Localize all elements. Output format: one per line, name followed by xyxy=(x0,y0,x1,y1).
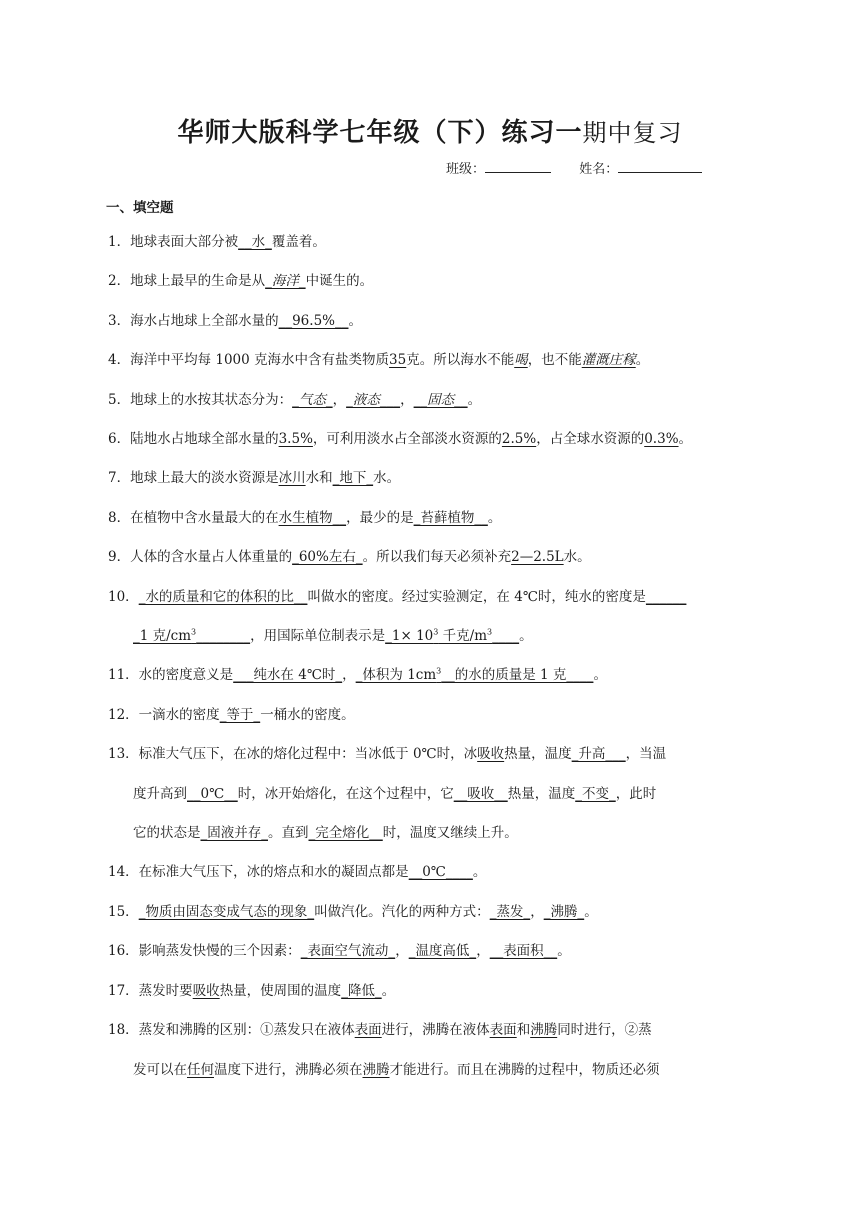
q16-sep-2: ， xyxy=(476,943,490,959)
q18-text-3: 和 xyxy=(516,1022,531,1038)
q10-answer-3-tail: ____ xyxy=(492,628,520,644)
q18-answer-1: 表面 xyxy=(354,1022,382,1038)
q10-answer-1: _水的质量和它的体积的比__ xyxy=(138,589,308,605)
q11-text-end: 。 xyxy=(593,667,607,683)
q16-sep-1: ， xyxy=(395,943,409,959)
q13-answer-2: _升高___ xyxy=(571,746,626,762)
q6-text-2: ，可利用淡水占全部淡水资源的 xyxy=(312,431,502,447)
q15-answer-2: _蒸发_ xyxy=(489,904,531,920)
title-main: 华师大版科学七年级（下）练习一 xyxy=(177,118,583,148)
q13-answer-5: _不变_ xyxy=(575,786,616,802)
q18-text-4: 同时进行，②蒸 xyxy=(557,1022,652,1038)
q3-answer: __96.5%__ xyxy=(278,313,349,329)
q4-answer-1: 35 xyxy=(389,352,407,368)
q13-text-5: 时，冰开始熔化，在这个过程中，它 xyxy=(237,786,454,802)
q18-answer-4: 任何 xyxy=(187,1062,214,1078)
q15-answer-3: _沸腾_ xyxy=(543,904,585,920)
q18-answer-5: 沸腾 xyxy=(362,1062,390,1078)
q15-text-end: 。 xyxy=(584,904,598,920)
q11-answer-2-sup: 3 xyxy=(436,666,442,676)
q18-answer-3: 沸腾 xyxy=(530,1022,558,1038)
q18-text-6: 温度下进行，沸腾必须在 xyxy=(214,1062,363,1078)
q15-answer-1: _物质由固态变成气态的现象_ xyxy=(138,904,315,920)
q8-text: 8．在植物中含水量最大的在 xyxy=(108,510,279,526)
q7-text-end: 水。 xyxy=(373,470,401,486)
q3-text-end: 。 xyxy=(348,313,362,329)
q16-text-end: 。 xyxy=(557,943,571,959)
q9-answer-1: _60%左右_ xyxy=(292,549,363,565)
question-18-cont xyxy=(133,1060,660,1080)
q10-text-3: ，用国际单位制表示是 xyxy=(250,628,386,644)
q9-text-2: 。所以我们每天必须补充 xyxy=(362,549,512,565)
question-2 xyxy=(108,271,373,291)
q15-text-2: 叫做汽化。汽化的两种方式： xyxy=(314,904,490,920)
q10-answer-2-text: _1 克/cm xyxy=(133,628,192,644)
q18-answer-2: 表面 xyxy=(489,1022,517,1038)
q5-answer-2: _液态___ xyxy=(346,392,401,408)
q15-sep: ， xyxy=(530,904,544,920)
title-sub: 期中复习 xyxy=(582,119,683,147)
question-6 xyxy=(108,429,692,449)
q6-text: 6．陆地水占地球全部水量的 xyxy=(108,431,279,447)
q13-text-6: 热量，温度 xyxy=(507,786,576,802)
q16-answer-1: _表面空气流动_ xyxy=(300,943,396,959)
q6-text-3: ，占全球水资源的 xyxy=(536,431,645,447)
name-label: 姓名： xyxy=(579,162,619,177)
q10-text-end: 。 xyxy=(519,628,533,644)
q5-sep-2: ， xyxy=(400,392,414,408)
q17-text: 17．蒸发时要 xyxy=(108,983,193,999)
q5-text: 5．地球上的水按其状态分为： xyxy=(108,392,293,408)
q2-text: 2．地球上最早的生命是从 xyxy=(108,273,266,289)
name-field[interactable] xyxy=(618,158,702,173)
q17-text-2: 热量，使周围的温度 xyxy=(219,983,342,999)
q10-number: 10． xyxy=(108,589,139,605)
question-1 xyxy=(108,232,326,252)
q2-text-end: 中诞生的。 xyxy=(305,273,374,289)
q17-answer-1: 吸收 xyxy=(192,983,220,999)
class-label: 班级： xyxy=(446,162,486,177)
q10-answer-3-text: _1× 10 xyxy=(385,628,434,644)
question-10 xyxy=(108,587,686,607)
q13-answer-7: _完全熔化__ xyxy=(308,825,383,841)
q5-answer-1: _气态_ xyxy=(292,392,333,408)
q13-text-9: 。直到 xyxy=(268,825,309,841)
q10-answer-2-sup: 3 xyxy=(191,627,197,637)
q15-number: 15． xyxy=(108,904,139,920)
q10-blank: ______ xyxy=(645,589,687,605)
q18-text-2: 进行，沸腾在液体 xyxy=(381,1022,490,1038)
q11-text: 11．水的密度意义是 xyxy=(108,667,234,683)
question-13-cont-2 xyxy=(133,823,518,843)
q9-text: 9．人体的含水量占人体重量的 xyxy=(108,549,293,565)
question-3 xyxy=(108,311,362,331)
q18-text-5: 发可以在 xyxy=(133,1062,187,1078)
page-title xyxy=(0,112,860,149)
q4-text-3: ，也不能 xyxy=(527,352,582,368)
q10-answer-2-tail: ________ xyxy=(196,628,251,644)
q12-text-end: 一桶水的密度。 xyxy=(260,707,355,723)
class-field[interactable] xyxy=(485,158,551,173)
q7-answer-1: 冰川 xyxy=(278,470,306,486)
question-13-cont-1 xyxy=(133,784,656,804)
q11-answer-2-tail: __的水的质量是 1 克____ xyxy=(441,667,594,683)
q13-text-3: ，当温 xyxy=(625,746,667,762)
section-heading: 一、填空题 xyxy=(106,200,174,216)
q6-answer-1: 3.5% xyxy=(278,431,313,447)
q4-answer-2: 喝 xyxy=(514,352,528,368)
question-16 xyxy=(108,941,571,961)
q7-answer-2: _地下_ xyxy=(332,470,374,486)
q8-text-2: ，最少的是 xyxy=(346,510,414,526)
q8-answer-1: 水生植物__ xyxy=(278,510,347,526)
q13-text-end: 时，温度又继续上升。 xyxy=(382,825,518,841)
q13-answer-1: 吸收 xyxy=(477,746,505,762)
q11-answer-2 xyxy=(356,667,594,683)
question-9 xyxy=(108,547,591,567)
q18-text: 18．蒸发和沸腾的区别：①蒸发只在液体 xyxy=(108,1022,355,1038)
question-4 xyxy=(108,350,649,370)
q6-text-end: 。 xyxy=(678,431,693,447)
q7-text-2: 水和 xyxy=(305,470,333,486)
q16-answer-2: _温度高低_ xyxy=(408,943,477,959)
q1-text-end: 覆盖着。 xyxy=(271,234,326,250)
q5-sep-1: ， xyxy=(332,392,347,408)
q13-answer-4: __吸收__ xyxy=(453,786,508,802)
q4-answer-3: 灌溉庄稼 xyxy=(581,352,636,368)
q9-answer-2: 2—2.5L xyxy=(511,549,564,565)
question-8 xyxy=(108,508,501,528)
q10-answer-3-sup2: 3 xyxy=(487,627,493,637)
q4-text: 4．海洋中平均每 1000 克海水中含有盐类物质 xyxy=(108,352,390,368)
q13-text-7: ，此时 xyxy=(615,786,657,802)
question-14 xyxy=(108,862,486,882)
q1-text: 1．地球表面大部分被 xyxy=(108,234,239,250)
q11-answer-2-text: _体积为 1cm xyxy=(355,667,437,683)
question-10-cont xyxy=(133,626,533,646)
q14-text-end: 。 xyxy=(472,864,487,880)
question-5 xyxy=(108,390,481,410)
q18-text-7: 才能进行。而且在沸腾的过程中，物质还必须 xyxy=(389,1062,660,1078)
q8-text-end: 。 xyxy=(487,510,502,526)
q1-answer: __水_ xyxy=(238,234,272,250)
q9-text-end: 水。 xyxy=(563,549,591,565)
q13-text: 13．标准大气压下，在冰的熔化过程中：当冰低于 0℃时，冰 xyxy=(108,746,478,762)
q10-answer-3-unit: 千克/m xyxy=(438,628,488,644)
question-7 xyxy=(108,468,400,488)
q17-text-end: 。 xyxy=(381,983,396,999)
q10-answer-3 xyxy=(385,628,519,644)
q12-text: 12．一滴水的密度 xyxy=(108,707,220,723)
q5-answer-3: __固态__ xyxy=(413,392,468,408)
q4-text-2: 克。所以海水不能 xyxy=(406,352,515,368)
q13-answer-3: __0℃__ xyxy=(187,786,238,802)
q13-text-8: 它的状态是 xyxy=(133,825,201,841)
q2-answer: _海洋_ xyxy=(265,273,306,289)
q13-answer-6: _固液并存_ xyxy=(200,825,268,841)
q6-answer-3: 0.3% xyxy=(644,431,679,447)
q3-text: 3．海水占地球上全部水量的 xyxy=(108,313,279,329)
question-13 xyxy=(108,744,666,764)
q16-answer-3: __表面积__ xyxy=(489,943,558,959)
student-info xyxy=(446,158,702,177)
q6-answer-2: 2.5% xyxy=(501,431,537,447)
question-17 xyxy=(108,981,395,1001)
question-15 xyxy=(108,902,598,922)
q5-text-end: 。 xyxy=(467,392,482,408)
q10-answer-3-sup1: 3 xyxy=(433,627,439,637)
q17-answer-2: _降低_ xyxy=(341,983,382,999)
q16-text: 16．影响蒸发快慢的三个因素： xyxy=(108,943,301,959)
q11-answer-1: ___纯水在 4℃时_ xyxy=(233,667,343,683)
q11-sep: ， xyxy=(342,667,356,683)
q7-text: 7．地球上最大的淡水资源是 xyxy=(108,470,279,486)
q14-text: 14．在标准大气压下，冰的熔点和水的凝固点都是 xyxy=(108,864,409,880)
q13-text-2: 热量，温度 xyxy=(504,746,572,762)
q4-text-end: 。 xyxy=(635,352,650,368)
question-18 xyxy=(108,1020,652,1040)
q8-answer-2: _苔藓植物__ xyxy=(413,510,488,526)
q14-answer: __0℃____ xyxy=(408,864,473,880)
q10-answer-2 xyxy=(133,628,250,644)
question-11 xyxy=(108,665,607,685)
question-12 xyxy=(108,705,355,725)
q10-text-2: 叫做水的密度。经过实验测定，在 4℃时，纯水的密度是 xyxy=(307,589,646,605)
q13-text-4: 度升高到 xyxy=(133,786,187,802)
q12-answer: _等于_ xyxy=(219,707,261,723)
